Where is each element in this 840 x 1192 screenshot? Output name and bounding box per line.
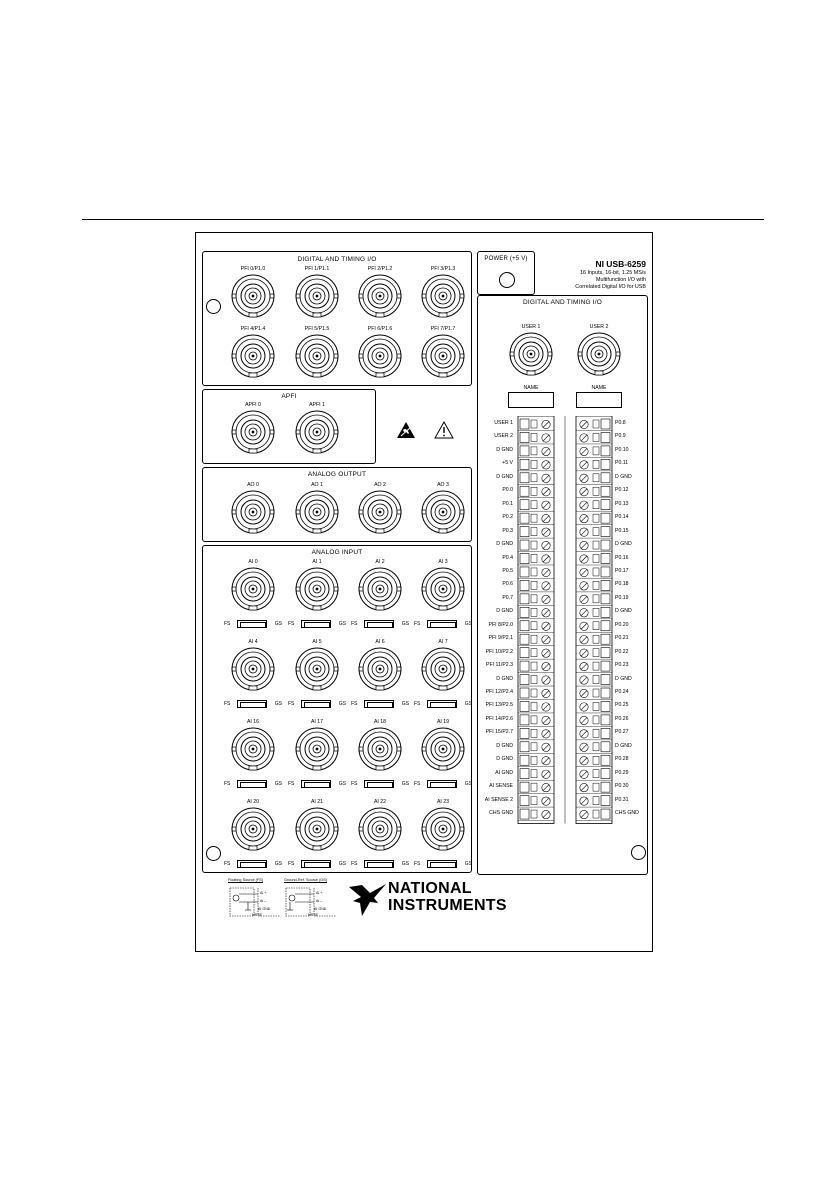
- pfi-row1-0-bnc-connector[interactable]: [231, 274, 275, 318]
- terminal-label-right: P0.9: [615, 433, 626, 440]
- ai-0-2-bnc-connector[interactable]: [358, 567, 402, 611]
- switch-gs-label: GS: [401, 781, 409, 787]
- terminal-label-right: P0.20: [615, 621, 629, 628]
- switch-fs-label: FS: [224, 621, 231, 627]
- device-desc-2: Multifunction I/O with: [595, 277, 646, 283]
- ai-3-3-bnc-connector[interactable]: [421, 807, 465, 851]
- pfi-row1-0-label: PFI 0/P1.0: [240, 266, 266, 272]
- terminal-label-right: P0.19: [615, 594, 629, 601]
- device-desc-3: Correlated Digital I/O for USB: [575, 284, 646, 290]
- ground-ref-source-title: Ground-Ref. Source (GS): [284, 878, 328, 882]
- switch-fs-label: FS: [414, 861, 421, 867]
- apfi-title: APFI: [281, 393, 297, 400]
- ai-2-2-bnc-connector[interactable]: [358, 727, 402, 771]
- switch-fs-label: FS: [351, 701, 358, 707]
- switch-slider[interactable]: [237, 620, 267, 628]
- switch-fs-label: FS: [224, 701, 231, 707]
- ao-1-label: AO 1: [311, 482, 323, 488]
- front-panel: [195, 232, 653, 952]
- right-digital-timing-title: DIGITAL AND TIMING I/O: [522, 299, 603, 306]
- ai-2-3-bnc-connector[interactable]: [421, 727, 465, 771]
- mounting-hole: [206, 846, 221, 861]
- fs-gs-switch[interactable]: [287, 779, 347, 789]
- apfi-1-bnc-connector[interactable]: [295, 410, 339, 454]
- pfi-row1-1-label: PFI 1/P1.1: [304, 266, 330, 272]
- user-0-label: USER 1: [521, 324, 541, 330]
- ai-3-0-bnc-connector[interactable]: [231, 807, 275, 851]
- terminal-label-right: P0.24: [615, 689, 629, 695]
- terminal-label-left: D GND: [496, 541, 513, 548]
- terminal-label-right: P0.8: [615, 420, 626, 426]
- fs-gs-switch[interactable]: [413, 619, 473, 629]
- switch-fs-label: FS: [288, 701, 295, 707]
- pfi-row2-1-label: PFI 5/P1.5: [304, 326, 330, 332]
- ai-3-1-bnc-connector[interactable]: [295, 807, 339, 851]
- terminal-label-right: P0.10: [615, 446, 629, 453]
- terminal-label-left: P0.6: [502, 581, 513, 588]
- pfi-row2-2-label: PFI 6/P1.6: [367, 326, 393, 332]
- switch-slider[interactable]: [427, 700, 457, 708]
- right-digital-timing-section: [477, 295, 648, 875]
- ao-0-bnc-connector[interactable]: [231, 490, 275, 534]
- pfi-row1-2-bnc-connector[interactable]: [358, 274, 402, 318]
- switch-fs-label: FS: [288, 621, 295, 627]
- ai-1-0-bnc-connector[interactable]: [231, 647, 275, 691]
- terminal-label-right: P0.25: [615, 702, 629, 709]
- floating-ai-plus: AI +: [260, 891, 267, 895]
- terminal-label-left: AI GND: [495, 769, 513, 776]
- switch-gs-label: GS: [338, 781, 346, 787]
- terminal-label-left: PFI 15/P2.7: [485, 729, 513, 736]
- apfi-0-bnc-connector[interactable]: [231, 410, 275, 454]
- ai-1-3-label: AI 7: [438, 639, 448, 645]
- user-0-bnc-connector[interactable]: [509, 332, 553, 376]
- pfi-row2-2-bnc-connector[interactable]: [358, 334, 402, 378]
- terminal-label-left: AI SENSE: [489, 783, 513, 790]
- terminal-label-left: D GND: [496, 446, 513, 453]
- name-writable-box: [508, 392, 554, 408]
- switch-fs-label: FS: [224, 781, 231, 787]
- ai-3-3-label: AI 23: [436, 799, 450, 805]
- pfi-row2-3-label: PFI 7/P1.7: [430, 326, 456, 332]
- fs-gs-switch[interactable]: [350, 859, 410, 869]
- pfi-row1-1-bnc-connector[interactable]: [295, 274, 339, 318]
- fs-gs-switch[interactable]: [413, 699, 473, 709]
- pfi-row1-3-bnc-connector[interactable]: [421, 274, 465, 318]
- switch-gs-label: GS: [338, 701, 346, 707]
- terminal-label-left: AI SENSE 2: [484, 796, 513, 803]
- switch-gs-label: GS: [464, 861, 472, 867]
- page-rule: [82, 219, 764, 220]
- terminal-label-left: D GND: [496, 742, 513, 749]
- switch-slider[interactable]: [301, 860, 331, 868]
- fs-gs-switch[interactable]: [350, 779, 410, 789]
- pfi-row2-0-bnc-connector[interactable]: [231, 334, 275, 378]
- terminal-label-left: D GND: [496, 473, 513, 480]
- terminal-label-left: P0.4: [502, 554, 513, 561]
- switch-gs-label: GS: [338, 861, 346, 867]
- power-label: POWER (+5 V): [484, 256, 528, 262]
- user-1-label: USER 2: [589, 324, 609, 330]
- switch-slider[interactable]: [237, 700, 267, 708]
- terminal-label-left: P0.0: [502, 487, 513, 494]
- ao-3-bnc-connector[interactable]: [421, 490, 465, 534]
- terminal-label-right: P0.16: [615, 554, 629, 561]
- switch-fs-label: FS: [414, 701, 421, 707]
- switch-slider[interactable]: [364, 700, 394, 708]
- terminal-label-left: P0.2: [502, 514, 513, 521]
- ground-ref-nrse-note: NRSE: [308, 913, 318, 917]
- terminal-label-right: P0.26: [615, 715, 629, 722]
- terminal-label-left: PFI 10/P2.2: [485, 648, 513, 655]
- terminal-label-left: PFI 9/P2.1: [488, 635, 513, 642]
- terminal-label-right: P0.14: [615, 514, 629, 521]
- terminal-label-left: USER 1: [494, 420, 513, 426]
- terminal-label-left: PFI 13/P2.5: [485, 702, 513, 709]
- pfi-row1-3-label: PFI 3/P1.3: [430, 266, 456, 272]
- apfi-0-label: APFI 0: [245, 402, 261, 408]
- terminal-label-right: P0.11: [615, 460, 629, 467]
- terminal-label-right: D GND: [615, 675, 632, 682]
- ai-1-1-label: AI 5: [312, 639, 322, 645]
- switch-slider[interactable]: [237, 860, 267, 868]
- switch-slider[interactable]: [301, 620, 331, 628]
- ai-0-3-label: AI 3: [438, 559, 448, 565]
- switch-fs-label: FS: [351, 781, 358, 787]
- ai-1-2-label: AI 6: [375, 639, 385, 645]
- switch-gs-label: GS: [338, 621, 346, 627]
- fs-gs-switch[interactable]: [223, 779, 283, 789]
- terminal-label-right: P0.28: [615, 756, 629, 763]
- pfi-row2-1-bnc-connector[interactable]: [295, 334, 339, 378]
- ai-3-2-bnc-connector[interactable]: [358, 807, 402, 851]
- ai-1-0-label: AI 4: [248, 639, 258, 645]
- switch-fs-label: FS: [351, 861, 358, 867]
- terminal-label-left: P0.1: [502, 500, 513, 507]
- ai-3-1-label: AI 21: [310, 799, 324, 805]
- terminal-label-right: P0.30: [615, 783, 629, 790]
- terminal-label-right: P0.13: [615, 500, 629, 507]
- terminal-label-right: P0.31: [615, 796, 629, 803]
- floating-source-title: Floating Source (FS): [228, 878, 264, 882]
- fs-gs-switch[interactable]: [350, 619, 410, 629]
- switch-gs-label: GS: [401, 621, 409, 627]
- switch-gs-label: GS: [274, 621, 282, 627]
- mounting-hole: [631, 845, 646, 860]
- terminal-label-right: P0.12: [615, 487, 629, 494]
- mounting-hole: [206, 299, 221, 314]
- analog-output-section: [202, 467, 472, 542]
- terminal-label-right: P0.17: [615, 567, 629, 574]
- terminal-label-right: D GND: [615, 541, 632, 548]
- ai-1-2-bnc-connector[interactable]: [358, 647, 402, 691]
- ai-0-0-label: AI 0: [248, 559, 258, 565]
- ground-ref-ai-minus: AI –: [316, 899, 323, 903]
- switch-gs-label: GS: [274, 781, 282, 787]
- name-writable-box: [576, 392, 622, 408]
- fs-gs-switch[interactable]: [223, 619, 283, 629]
- device-model: NI USB-6259: [595, 259, 646, 269]
- fs-gs-switch[interactable]: [223, 859, 283, 869]
- apfi-1-label: APFI 1: [309, 402, 325, 408]
- ai-3-2-label: AI 22: [373, 799, 387, 805]
- esd-warning-icon: [396, 421, 416, 439]
- terminal-label-right: CHS GND: [615, 810, 639, 817]
- switch-fs-label: FS: [224, 861, 231, 867]
- digital-timing-title: DIGITAL AND TIMING I/O: [297, 256, 377, 263]
- terminal-label-right: D GND: [615, 608, 632, 615]
- switch-gs-label: GS: [464, 621, 472, 627]
- user-1-bnc-connector[interactable]: [577, 332, 621, 376]
- terminal-label-right: D GND: [615, 742, 632, 749]
- terminal-label-left: USER 2: [494, 433, 513, 440]
- ai-2-2-label: AI 18: [373, 719, 387, 725]
- fs-gs-switch[interactable]: [413, 859, 473, 869]
- ai-2-0-bnc-connector[interactable]: [231, 727, 275, 771]
- ni-eagle-logo-icon: [348, 883, 388, 917]
- switch-gs-label: GS: [464, 781, 472, 787]
- switch-slider[interactable]: [364, 780, 394, 788]
- switch-gs-label: GS: [274, 861, 282, 867]
- fs-gs-switch[interactable]: [287, 619, 347, 629]
- terminal-label-left: P0.3: [502, 527, 513, 534]
- switch-slider[interactable]: [301, 780, 331, 788]
- name-label: NAME: [523, 385, 539, 391]
- terminal-label-left: P0.5: [502, 567, 513, 574]
- terminal-label-left: PFI 8/P2.0: [488, 621, 513, 628]
- terminal-label-left: PFI 11/P2.3: [485, 662, 513, 669]
- floating-ai-minus: AI –: [260, 899, 267, 903]
- switch-fs-label: FS: [288, 781, 295, 787]
- switch-slider[interactable]: [237, 780, 267, 788]
- ai-0-2-label: AI 2: [375, 559, 385, 565]
- ai-0-3-bnc-connector[interactable]: [421, 567, 465, 611]
- terminal-label-left: +5 V: [502, 460, 513, 467]
- analog-input-title: ANALOG INPUT: [311, 549, 363, 556]
- switch-fs-label: FS: [414, 621, 421, 627]
- ai-3-0-label: AI 20: [246, 799, 260, 805]
- ai-0-1-bnc-connector[interactable]: [295, 567, 339, 611]
- ground-ref-ai-gnd: AI GND: [314, 907, 327, 911]
- apfi-section: [202, 389, 376, 464]
- analog-input-section: [202, 545, 472, 873]
- fs-gs-switch[interactable]: [413, 779, 473, 789]
- ai-2-1-label: AI 17: [310, 719, 324, 725]
- pfi-row1-2-label: PFI 2/P1.2: [367, 266, 393, 272]
- switch-slider[interactable]: [364, 620, 394, 628]
- terminal-label-right: P0.15: [615, 527, 629, 534]
- switch-fs-label: FS: [414, 781, 421, 787]
- switch-gs-label: GS: [401, 861, 409, 867]
- terminal-label-right: P0.22: [615, 648, 629, 655]
- terminal-label-left: PFI 14/P2.6: [485, 715, 513, 722]
- fs-gs-switch[interactable]: [223, 699, 283, 709]
- ao-1-bnc-connector[interactable]: [295, 490, 339, 534]
- ao-3-label: AO 3: [437, 482, 449, 488]
- switch-fs-label: FS: [351, 621, 358, 627]
- ground-ref-ai-plus: AI +: [316, 891, 323, 895]
- switch-slider[interactable]: [301, 700, 331, 708]
- ai-2-3-label: AI 19: [436, 719, 450, 725]
- ground-ref-source-diagram: [284, 878, 338, 920]
- switch-gs-label: GS: [274, 701, 282, 707]
- ai-0-1-label: AI 1: [312, 559, 322, 565]
- terminal-label-right: D GND: [615, 473, 632, 480]
- switch-slider[interactable]: [364, 860, 394, 868]
- ai-1-1-bnc-connector[interactable]: [295, 647, 339, 691]
- caution-triangle-icon: [434, 421, 454, 439]
- ai-1-3-bnc-connector[interactable]: [421, 647, 465, 691]
- terminal-label-right: P0.23: [615, 662, 629, 669]
- logo-line-2: INSTRUMENTS: [388, 897, 507, 914]
- switch-fs-label: FS: [288, 861, 295, 867]
- terminal-label-left: P0.7: [502, 594, 513, 601]
- terminal-label-left: D GND: [496, 756, 513, 763]
- name-label: NAME: [591, 385, 607, 391]
- power-section: [477, 251, 535, 295]
- terminal-label-right: P0.21: [615, 635, 629, 642]
- ao-0-label: AO 0: [247, 482, 259, 488]
- ai-2-1-bnc-connector[interactable]: [295, 727, 339, 771]
- floating-nrse-note: NRSE: [252, 913, 262, 917]
- ao-2-bnc-connector[interactable]: [358, 490, 402, 534]
- terminal-label-left: CHS GND: [489, 810, 513, 817]
- fs-gs-switch[interactable]: [287, 859, 347, 869]
- switch-gs-label: GS: [401, 701, 409, 707]
- terminal-label-left: D GND: [496, 675, 513, 682]
- fs-gs-switch[interactable]: [350, 699, 410, 709]
- terminal-label-left: PFI 12/P2.4: [485, 689, 513, 695]
- floating-ai-gnd: AI GND: [258, 907, 271, 911]
- terminal-label-right: P0.29: [615, 769, 629, 776]
- switch-slider[interactable]: [427, 780, 457, 788]
- pfi-row2-3-bnc-connector[interactable]: [421, 334, 465, 378]
- pfi-row2-0-label: PFI 4/P1.4: [240, 326, 266, 332]
- switch-gs-label: GS: [464, 701, 472, 707]
- fs-gs-switch[interactable]: [287, 699, 347, 709]
- switch-slider[interactable]: [427, 620, 457, 628]
- terminal-label-right: P0.27: [615, 729, 629, 736]
- logo-line-1: NATIONAL: [388, 880, 472, 897]
- floating-source-diagram: [228, 878, 282, 920]
- power-led: [499, 272, 515, 288]
- terminal-label-right: P0.18: [615, 581, 629, 588]
- digital-timing-section: [202, 251, 472, 386]
- ai-2-0-label: AI 16: [246, 719, 260, 725]
- ai-0-0-bnc-connector[interactable]: [231, 567, 275, 611]
- terminal-label-left: D GND: [496, 608, 513, 615]
- device-desc-1: 16 Inputs, 16-bit, 1.25 MS/s: [580, 270, 646, 276]
- analog-output-title: ANALOG OUTPUT: [307, 471, 367, 478]
- switch-slider[interactable]: [427, 860, 457, 868]
- ao-2-label: AO 2: [374, 482, 386, 488]
